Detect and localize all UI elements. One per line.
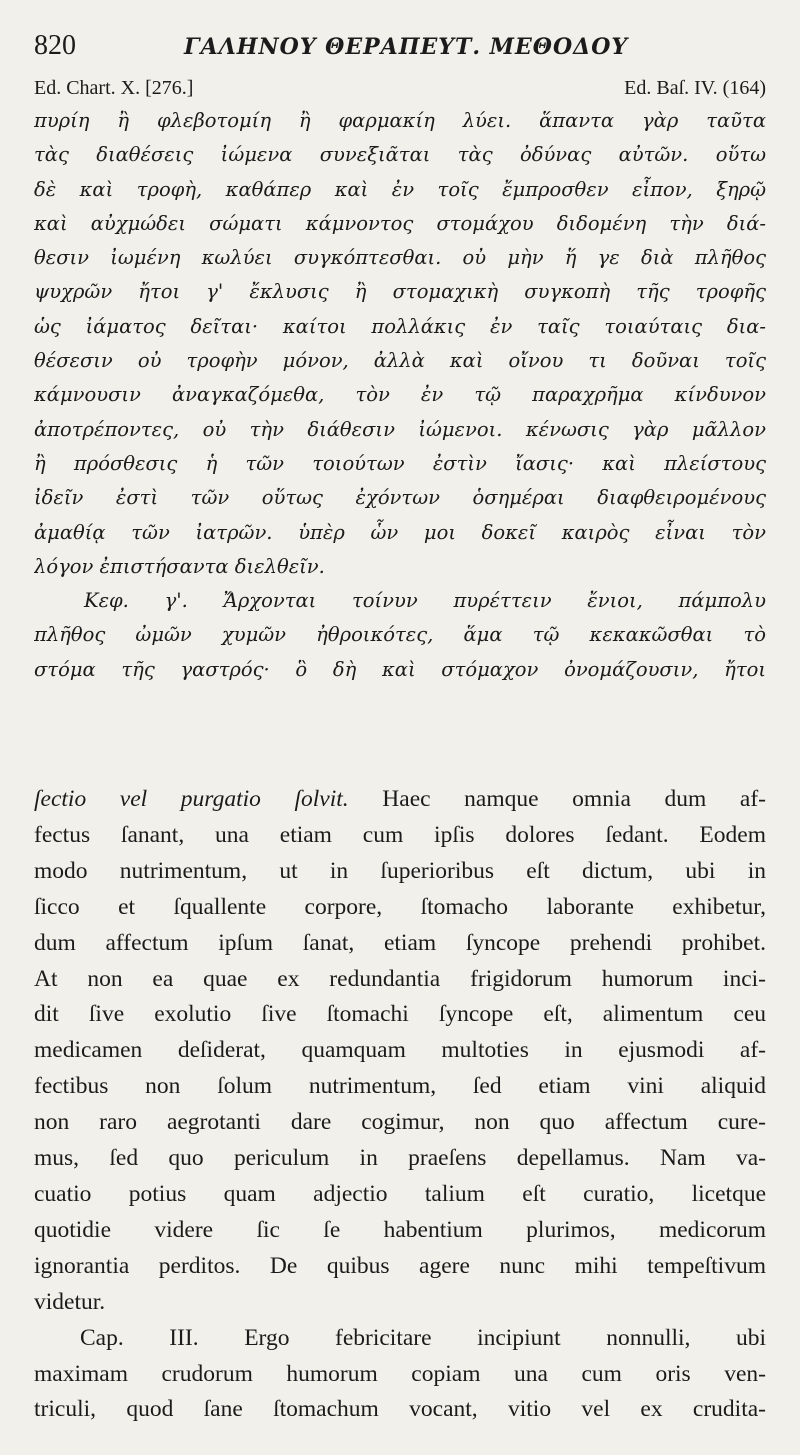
greek-line: ἀμαθίᾳ τῶν ἰατρῶν. ὑπὲρ ὧν μοι δοκεῖ καιρὸς εἶναι τὸν [34, 520, 766, 544]
latin-line: ſicco et ſquallente corpore, ſtomacho laborante exhibetur, [34, 893, 766, 920]
latin-line [34, 782, 766, 818]
greek-line: ἰδεῖν ἐστὶ τῶν οὕτως ἐχόντων ὁσημέραι διαφθειρομένους [34, 486, 766, 510]
greek-line: καὶ αὐχμώδει σώματι κάμνοντος στομάχου διδομένη τὴν διά- [34, 211, 766, 235]
latin-italic-lead: ſectio vel purgatio ſolvit. [34, 786, 349, 812]
latin-text-block [34, 782, 766, 1428]
greek-line: ψυχρῶν ἤτοι γ' ἔκλυσις ἢ στομαχικὴ συγκοπὴ τῆς τροφῆς [34, 280, 766, 304]
running-title: ΓΑΛΗΝΟΥ ΘΕΡΑΠΕΥΤ. ΜΕΘΟΔΟΥ [184, 34, 629, 60]
latin-line: dum affectum ipſum ſanat, etiam ſyncope prehendi prohibet. [34, 929, 766, 956]
page-header [34, 30, 766, 66]
latin-line: triculi, quod ſane ſtomachum vocant, vitio vel ex crudita- [34, 1396, 766, 1423]
latin-line: modo nutrimentum, ut in ſuperioribus eſt dictum, ubi in [34, 857, 766, 884]
greek-line: δὲ καὶ τροφὴ, καθάπερ καὶ ἐν τοῖς ἔμπροσθεν εἶπον, ξηρῷ [34, 177, 766, 201]
greek-line: τὰς διαθέσεις ἰώμενα συνεξιᾶται τὰς ὀδύνας αὐτῶν. οὕτω [34, 143, 766, 167]
greek-line: κάμνουσιν ἀναγκαζόμεθα, τὸν ἐν τῷ παραχρῆμα κίνδυνον [34, 383, 766, 407]
greek-line: στόμα τῆς γαστρός· ὃ δὴ καὶ στόμαχον ὀνομάζουσιν, ἤτοι [34, 657, 766, 681]
latin-line: At non ea quae ex redundantia frigidorum humorum inci- [34, 965, 766, 992]
latin-line: videtur. [34, 1288, 106, 1315]
latin-line: ignorantia perditos. De quibus agere nunc mihi tempeſtivum [34, 1252, 766, 1279]
latin-line: maximam crudorum humorum copiam una cum oris ven- [34, 1360, 766, 1387]
greek-line: ὡς ἰάματος δεῖται· καίτοι πολλάκις ἐν ταῖς τοιαύταις δια- [34, 314, 766, 338]
greek-line: πυρίη ἢ φλεβοτομίη ἢ φαρμακίη λύει. ἅπαντα γὰρ ταῦτα [34, 109, 766, 132]
page-number: 820 [34, 30, 76, 61]
greek-line: ἀποτρέποντες, οὐ τὴν διάθεσιν ἰώμενοι. κένωσις γὰρ μᾶλλον [34, 417, 766, 441]
latin-line: fectibus non ſolum nutrimentum, ſed etiam vini aliquid [34, 1073, 766, 1100]
greek-line: ἢ πρόσθεσις ἡ τῶν τοιούτων ἐστὶν ἴασις· καὶ πλείστους [34, 451, 766, 475]
greek-line: θέσεσιν οὐ τροφὴν μόνον, ἀλλὰ καὶ οἴνου τι δοῦναι τοῖς [34, 349, 766, 373]
latin-line: mus, ſed quo periculum in praeſens depellamus. Nam va- [34, 1145, 766, 1172]
edition-references [34, 77, 766, 105]
greek-line: πλῆθος ὠμῶν χυμῶν ἠθροικότες, ἅμα τῷ κεκακῶσθαι τὸ [34, 623, 766, 647]
greek-line: λόγον ἐπιστήσαντα διελθεῖν. [34, 554, 325, 578]
greek-text-block [34, 104, 766, 687]
latin-line-rest: Haec namque omnia dum af- [348, 786, 766, 812]
latin-line: cuatio potius quam adjectio talium eſt curatio, licetque [34, 1180, 766, 1207]
latin-line: quotidie videre ſic ſe habentium plurimos, medicorum [34, 1216, 766, 1243]
latin-line: fectus ſanant, una etiam cum ipſis dolores ſedant. Eodem [34, 821, 766, 848]
greek-line: θεσιν ἰωμένη κωλύει συγκόπτεσθαι. οὐ μὴν ἥ γε διὰ πλῆθος [34, 246, 766, 270]
latin-line: non raro aegrotanti dare cogimur, non quo affectum cure- [34, 1109, 766, 1136]
edition-chart-reference: Ed. Chart. X. [276.] [34, 77, 194, 99]
greek-chapter-heading-line: Κεφ. γ'. Ἄρχονται τοίνυν πυρέττειν ἔνιοι, πάμπολυ [84, 589, 766, 613]
latin-line: dit ſive exolutio ſive ſtomachi ſyncope eſt, alimentum ceu [34, 1001, 766, 1028]
latin-line: medicamen deſiderat, quamquam multoties in ejusmodi af- [34, 1037, 766, 1064]
edition-basel-reference: Ed. Baſ. IV. (164) [624, 77, 766, 99]
latin-chapter-heading-line: Cap. III. Ergo febricitare incipiunt nonnulli, ubi [80, 1324, 766, 1351]
